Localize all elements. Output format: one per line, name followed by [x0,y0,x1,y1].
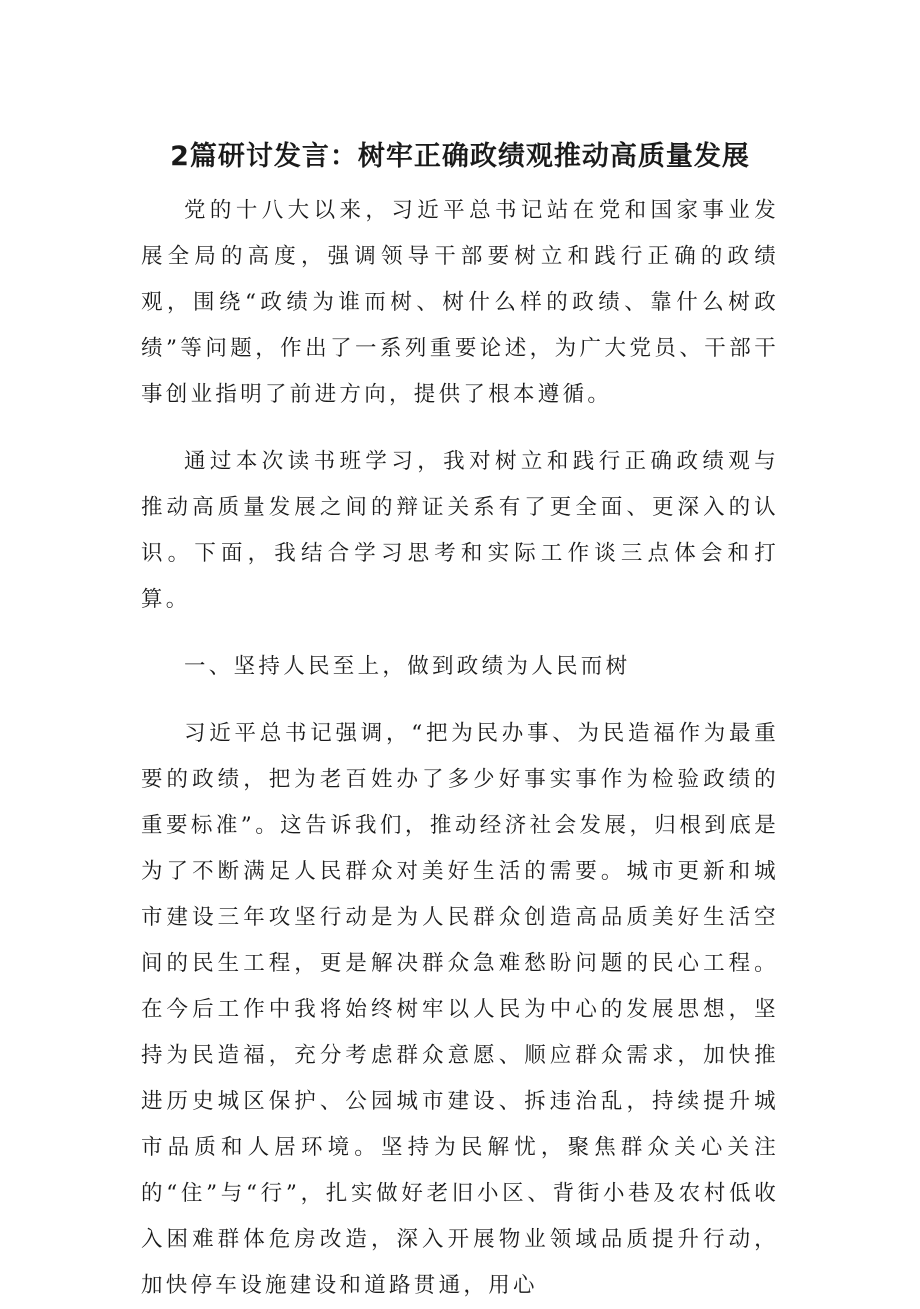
study-paragraph: 通过本次读书班学习，我对树立和践行正确政绩观与推动高质量发展之间的辩证关系有了更全面、更深入的认识。下面，我结合学习思考和实际工作谈三点体会和打算。 [141,449,779,612]
section-heading: 一、坚持人民至上，做到政绩为人民而树 [184,654,631,679]
intro-paragraph: 党的十八大以来，习近平总书记站在党和国家事业发展全局的高度，强调领导干部要树立和践行正确的政绩观，围绕“政绩为谁而树、树什么样的政绩、靠什么树政绩”等问题，作出了一系列重要论述，为广大党员、干部干事创业指明了前进方向，提供了根本遵循。 [141,198,779,407]
section-paragraph: 习近平总书记强调，“把为民办事、为民造福作为最重要的政绩，把为老百姓办了多少好事实事作为检验政绩的重要标准”。这告诉我们，推动经济社会发展，归根到底是为了不断满足人民群众对美好生活的需要。城市更新和城市建设三年攻坚行动是为人民群众创造高品质美好生活空间的民生工程，更是解决群众急难愁盼问题的民心工程。在今后工作中我将始终树牢以人民为中心的发展思想，坚持为民造福，充分考虑群众意愿、顺应群众需求，加快推进历史城区保护、公园城市建设、拆违治乱，持续提升城市品质和人居环境。坚持为民解忧，聚焦群众关心关注的“住”与“行”，扎实做好老旧小区、背街小巷及农村低收入困难群体危房改造，深入开展物业领域品质提升行动，加快停车设施建设和道路贯通，用心 [141,721,779,1298]
document-title: 2篇研讨发言：树牢正确政绩观推动高质量发展 [170,141,750,172]
